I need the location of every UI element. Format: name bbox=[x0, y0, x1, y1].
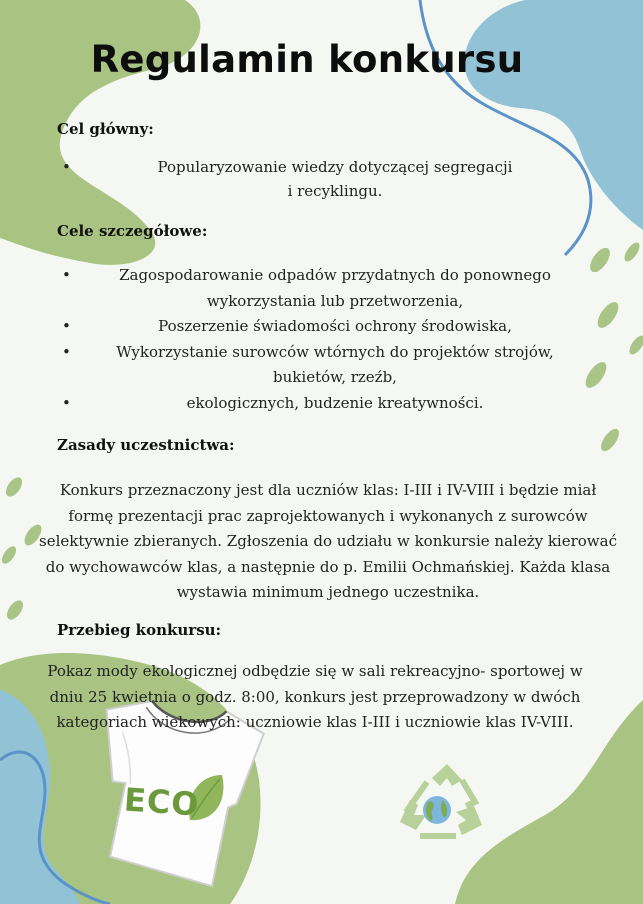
bullet-glyph: • bbox=[62, 342, 71, 361]
globe-icon bbox=[423, 796, 451, 824]
bullet-glyph: • bbox=[62, 317, 71, 335]
list-item bbox=[60, 391, 580, 417]
detailed-goal-item: Poszerzenie świadomości ochrony środowiska, bbox=[158, 317, 512, 335]
list-item bbox=[60, 263, 580, 314]
participation-text: Konkurs przeznaczony jest dla uczniów klas: I-III i IV-VIII i będzie miał formę prezentacji prac zaprojektowanych i wykonanych z surowców selektywnie zbieranych. Zgłoszenia do udziału w konkursie należy kierować do wychowawców klas, a następnie do p. Emilii Ochmańskiej. Każda klasa wystawia minimum jednego uczestnika. bbox=[39, 481, 617, 601]
bullet-glyph: • bbox=[62, 266, 71, 284]
list-item bbox=[60, 340, 580, 391]
bullet-glyph: • bbox=[62, 158, 71, 176]
eco-logo-text: ECO bbox=[122, 780, 201, 824]
main-goal-list bbox=[60, 155, 580, 203]
detailed-goals-heading: Cele szczegółowe: bbox=[57, 222, 208, 240]
main-goal-item: Popularyzowanie wiedzy dotyczącej segregacji i recyklingu. bbox=[157, 158, 513, 200]
leaf-drops-right bbox=[582, 240, 643, 454]
list-item bbox=[60, 314, 580, 340]
participation-heading: Zasady uczestnictwa: bbox=[57, 436, 235, 454]
detailed-goal-item: ekologicznych, budzenie kreatywności. bbox=[186, 393, 484, 412]
detailed-goal-item: Zagospodarowanie odpadów przydatnych do ponownego wykorzystania lub przetworzenia, bbox=[119, 266, 551, 310]
page-title: Regulamin konkursu bbox=[90, 38, 524, 81]
bullet-glyph: • bbox=[62, 393, 71, 412]
course-text: Pokaz mody ekologicznej odbędzie się w sali rekreacyjno- sportowej w dniu 25 kwietnia o godz. 8:00, konkurs jest przeprowadzony w dwóch kategoriach wiekowych: uczniowie klas I-III i uczniowie klas IV-VIII. bbox=[47, 662, 583, 731]
main-goal-heading: Cel główny: bbox=[57, 120, 154, 138]
list-item bbox=[60, 155, 580, 203]
detailed-goals-list bbox=[60, 263, 580, 416]
course-heading: Przebieg konkursu: bbox=[57, 621, 222, 639]
detailed-goal-item: Wykorzystanie surowców wtórnych do projektów strojów, bukietów, rzeźb, bbox=[116, 342, 554, 386]
